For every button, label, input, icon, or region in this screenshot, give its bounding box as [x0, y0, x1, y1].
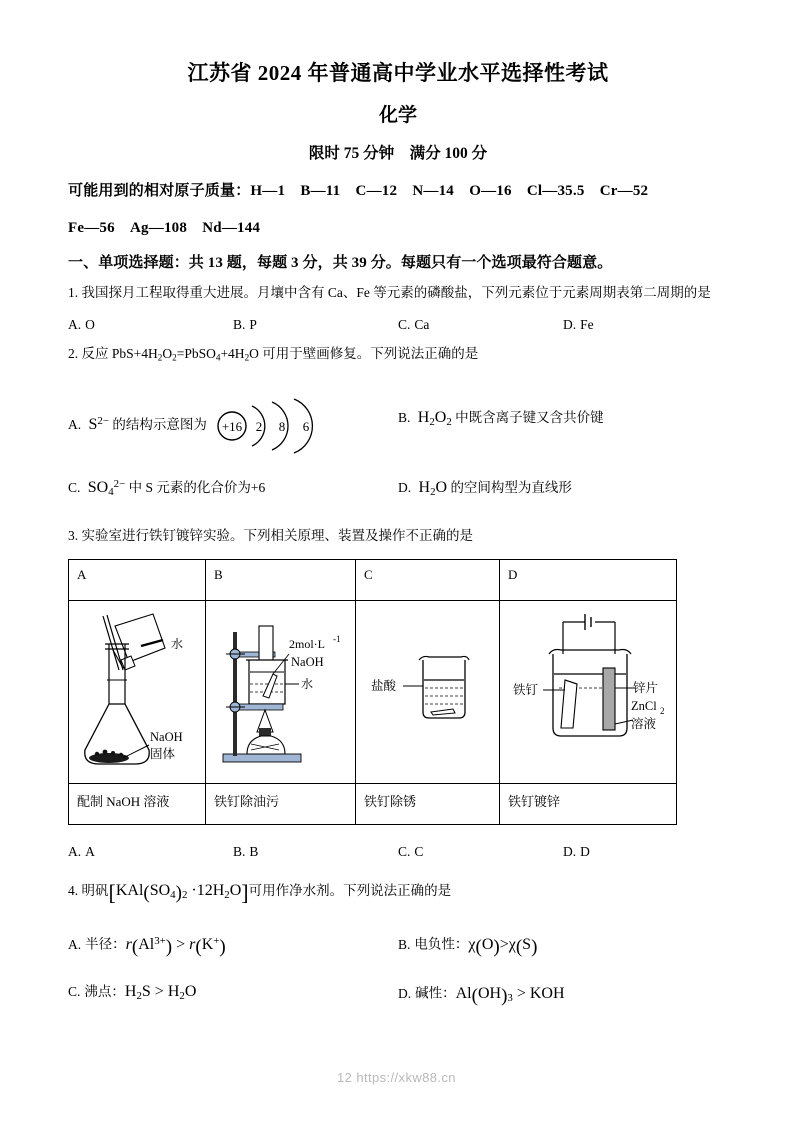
q4-option-b[interactable] — [398, 922, 728, 971]
svg-text:+16: +16 — [222, 419, 243, 435]
experiment-table — [68, 559, 677, 825]
q2-equation: $PbS+4H_2O_2=PbSO_4+4H_2O$ — [111, 346, 259, 363]
q4-option-d[interactable] — [398, 971, 728, 1020]
q2-number: 2. — [68, 346, 79, 362]
svg-text:NaOH: NaOH — [150, 729, 183, 744]
q4-option-b-label: B. — [398, 936, 411, 952]
q2-stem-suffix: 可用于壁画修复。下列说法正确的是 — [258, 346, 479, 362]
table-header-row — [69, 559, 677, 600]
q4-option-c[interactable] — [68, 971, 398, 1020]
svg-text:6: 6 — [302, 419, 310, 435]
q1-option-d[interactable] — [563, 312, 728, 338]
q2-option-c-label: C. — [68, 480, 81, 496]
q1-stem: 我国探月工程取得重大进展。月壤中含有 Ca、Fe 等元素的磷酸盐，下列元素位于元素周期表第二周期的是 — [81, 285, 711, 300]
q4-option-a-prefix: 半径： — [85, 936, 126, 952]
svg-text:溶液: 溶液 — [631, 716, 657, 731]
question-1 — [68, 280, 728, 306]
question-3 — [68, 523, 728, 549]
svg-text:盐酸: 盐酸 — [370, 678, 396, 693]
table-header-a: A — [69, 559, 206, 600]
svg-text:固体: 固体 — [150, 746, 176, 761]
q4-option-d-prefix: 碱性： — [415, 985, 456, 1001]
q4-option-c-prefix: 沸点： — [84, 984, 125, 1000]
q1-option-b[interactable] — [233, 312, 398, 338]
q4-option-d-expr: $Al(OH)_3$ > KOH — [455, 984, 565, 1007]
table-caption-a: 配制 NaOH 溶液 — [69, 783, 206, 824]
q4-option-a[interactable] — [68, 922, 398, 971]
q3-option-c-label: C. — [398, 843, 411, 859]
q2-option-b-formula: $H_2O_2$ — [417, 409, 452, 429]
q3-option-a-text: A — [85, 843, 95, 859]
question-4 — [68, 872, 728, 914]
q1-option-a[interactable] — [68, 312, 233, 338]
q3-option-c[interactable] — [398, 839, 563, 865]
q2-option-a-label: A. — [68, 417, 82, 433]
figure-cell-b — [206, 600, 356, 783]
q2-option-d-text: 的空间构型为直线形 — [450, 480, 572, 496]
q3-option-d-text: D — [580, 843, 590, 859]
q4-stem-suffix: 可用作净水剂。下列说法正确的是 — [248, 883, 452, 899]
question-2 — [68, 341, 728, 367]
table-figure-row — [69, 600, 677, 783]
q3-option-b-text: B — [249, 843, 259, 859]
iron-stand-heating-naoh-icon — [217, 608, 345, 774]
q1-option-c-text: Ca — [414, 316, 430, 332]
q4-option-d-label: D. — [398, 985, 412, 1001]
q1-option-d-text: Fe — [580, 316, 594, 332]
page-content — [68, 58, 728, 1021]
page-title: 江苏省 2024 年普通高中学业水平选择性考试 — [187, 61, 609, 85]
table-header-c: C — [356, 559, 500, 600]
q1-option-b-label: B. — [233, 316, 246, 332]
q4-option-b-expr: χ(O)>χ(S) — [468, 935, 538, 957]
q4-number: 4. — [68, 883, 79, 899]
beaker-hydrochloric-acid-icon — [367, 608, 489, 774]
q1-option-d-label: D. — [563, 316, 577, 332]
q4-formula: $[KAl(SO_4)_2 \cdot 12H_2O]$ — [108, 880, 249, 906]
q2-option-d-label: D. — [398, 480, 412, 496]
svg-text:锌片: 锌片 — [633, 680, 659, 695]
q3-option-b-label: B. — [233, 843, 246, 859]
q3-option-a-label: A. — [68, 843, 82, 859]
svg-text:-1: -1 — [332, 633, 340, 644]
q4-option-c-expr: $H_2S > H_2O$ — [124, 983, 197, 1003]
q2-stem-prefix: 反应 — [81, 346, 112, 362]
table-header-b: B — [206, 559, 356, 600]
q2-option-d-formula: $H_2O$ — [418, 479, 448, 499]
svg-text:水: 水 — [171, 636, 184, 651]
q4-stem-prefix: 明矾 — [81, 883, 109, 899]
table-caption-d: 铁钉镀锌 — [500, 783, 677, 824]
electroplating-cell-zinc-icon — [511, 608, 665, 774]
q1-option-c[interactable] — [398, 312, 563, 338]
table-caption-row — [69, 783, 677, 824]
figure-cell-c — [356, 600, 500, 783]
svg-text:8: 8 — [278, 419, 286, 435]
q4-options — [68, 922, 728, 1021]
svg-text:2: 2 — [660, 705, 665, 716]
q3-option-a[interactable] — [68, 839, 233, 865]
q3-option-d-label: D. — [563, 843, 577, 859]
q1-number: 1. — [68, 285, 79, 300]
q2-option-c-text: 中 S 元素的化合价为+6 — [128, 480, 266, 496]
q2-option-c-formula: $SO_4^{2-}$ — [87, 478, 126, 499]
volumetric-flask-naoh-icon — [79, 608, 195, 774]
q2-option-b-text: 中既含离子键又含共价键 — [455, 410, 604, 426]
electron-shell-diagram-icon — [212, 397, 330, 455]
q1-option-a-text: O — [85, 316, 95, 332]
svg-text:ZnCl: ZnCl — [631, 698, 657, 713]
figure-cell-a — [69, 600, 206, 783]
q4-option-c-label: C. — [68, 984, 81, 1000]
figure-cell-d — [500, 600, 677, 783]
subject-title: 化学 — [378, 104, 417, 126]
q2-option-d[interactable] — [398, 455, 728, 509]
q3-option-b[interactable] — [233, 839, 398, 865]
q2-option-a-text: 的结构示意图为 — [112, 417, 207, 433]
svg-text:2mol·L: 2mol·L — [288, 636, 325, 651]
svg-text:NaOH: NaOH — [290, 654, 324, 669]
atomic-mass-line-1: 可能用到的相对原子质量：H—1 B—11 C—12 N—14 O—16 Cl—35.5 Cr—52 — [68, 182, 649, 199]
q3-option-d[interactable] — [563, 839, 728, 865]
q1-option-c-label: C. — [398, 316, 411, 332]
q2-option-b[interactable] — [398, 383, 728, 455]
q2-option-a[interactable] — [68, 383, 398, 455]
exam-meta: 限时 75 分钟 满分 100 分 — [308, 144, 488, 162]
q2-options — [68, 383, 728, 509]
q1-options — [68, 312, 728, 338]
table-caption-b: 铁钉除油污 — [206, 783, 356, 824]
q2-option-a-species: $S^{2-}$ — [88, 415, 109, 434]
q2-option-c[interactable] — [68, 455, 398, 509]
q4-option-a-label: A. — [68, 936, 82, 952]
table-header-d: D — [500, 559, 677, 600]
q4-option-a-expr: $r(Al^{3+}) > r(K^+)$ — [125, 934, 226, 957]
table-caption-c: 铁钉除锈 — [356, 783, 500, 824]
q3-number: 3. — [68, 527, 79, 543]
svg-text:2: 2 — [255, 419, 263, 435]
q1-option-a-label: A. — [68, 316, 82, 332]
atomic-mass-line-2: Fe—56 Ag—108 Nd—144 — [68, 219, 261, 236]
svg-text:铁钉: 铁钉 — [513, 682, 539, 697]
footer-watermark: 12 https://xkw88.cn — [337, 1070, 456, 1085]
q2-option-b-label: B. — [398, 410, 411, 426]
q1-option-b-text: P — [249, 316, 257, 332]
svg-text:水: 水 — [300, 676, 313, 691]
q4-option-b-prefix: 电负性： — [414, 936, 469, 952]
q3-options — [68, 839, 728, 865]
q3-option-c-text: C — [414, 843, 424, 859]
q3-stem: 实验室进行铁钉镀锌实验。下列相关原理、装置及操作不正确的是 — [81, 527, 473, 543]
section-heading: 一、单项选择题：共 13 题，每题 3 分，共 39 分。每题只有一个选项最符合题意。 — [68, 255, 613, 271]
